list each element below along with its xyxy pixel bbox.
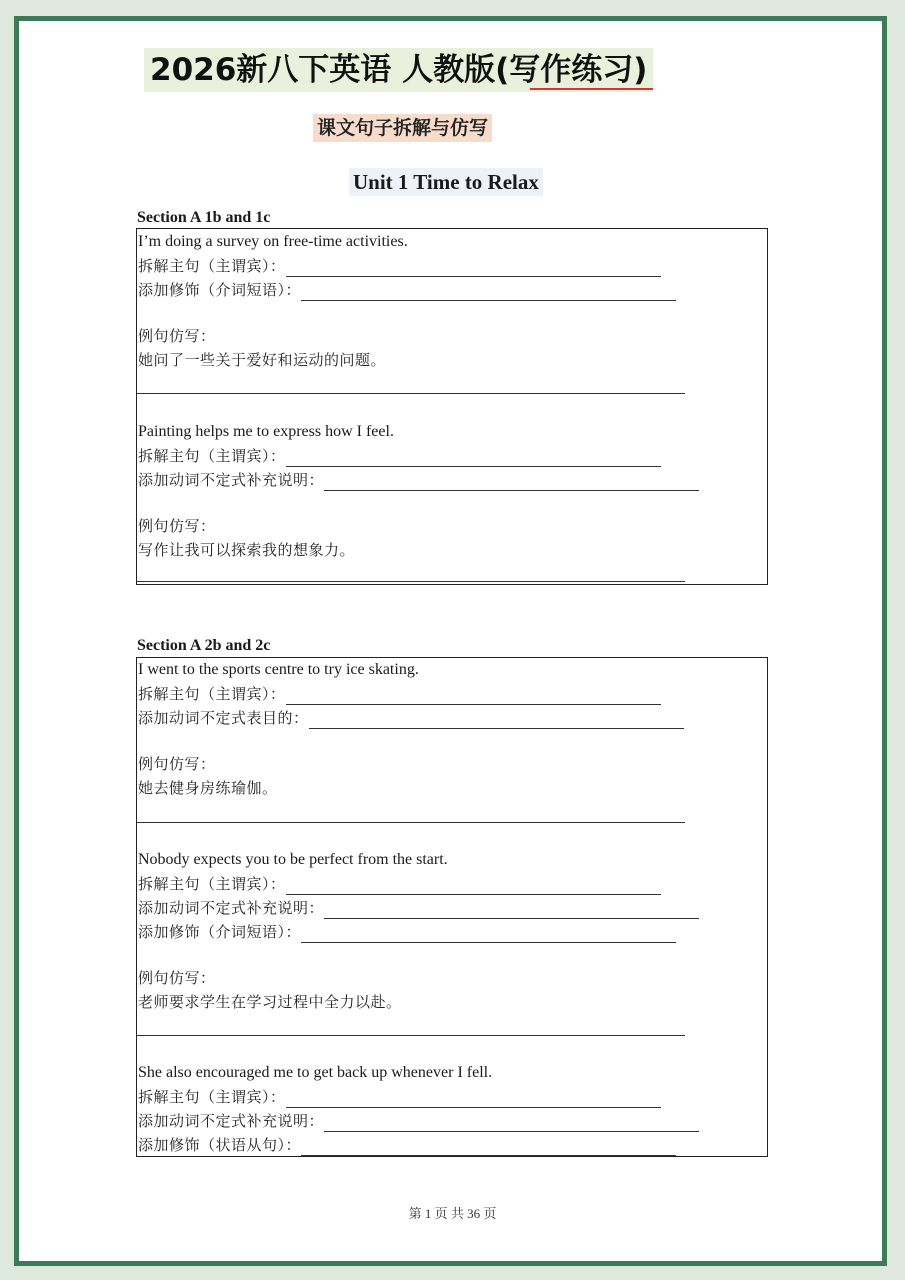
source-sentence: She also encouraged me to get back up whenever I fell. [138, 1064, 493, 1081]
source-sentence: I’m doing a survey on free-time activities. [138, 233, 408, 250]
answer-blank[interactable] [301, 926, 676, 943]
section-heading: Section A 2b and 2c [137, 637, 271, 654]
answer-blank[interactable] [324, 902, 699, 919]
prompt-label: 添加动词不定式补充说明： [138, 1112, 325, 1130]
answer-blank[interactable] [286, 260, 661, 277]
prompt-label: 添加动词不定式补充说明： [138, 471, 325, 489]
example-sentence-cn: 她问了一些关于爱好和运动的问题。 [138, 351, 387, 369]
source-sentence: Nobody expects you to be perfect from the start. [138, 851, 448, 868]
example-sentence-cn: 老师要求学生在学习过程中全力以赴。 [138, 993, 402, 1011]
subtitle-highlight [313, 114, 492, 142]
example-label: 例句仿写： [138, 327, 216, 345]
answer-blank[interactable] [286, 450, 661, 467]
exercise-box [136, 657, 768, 1157]
prompt-label: 添加修饰（介词短语）： [138, 281, 302, 299]
example-label: 例句仿写： [138, 969, 216, 987]
answer-blank[interactable] [286, 878, 661, 895]
answer-blank[interactable] [286, 688, 661, 705]
prompt-line [138, 897, 699, 919]
answer-line[interactable] [137, 581, 685, 582]
example-label: 例句仿写： [138, 517, 216, 535]
prompt-label: 添加动词不定式补充说明： [138, 899, 325, 917]
answer-line[interactable] [137, 1035, 685, 1036]
prompt-line [138, 707, 684, 729]
prompt-line [138, 279, 676, 301]
prompt-line [138, 445, 661, 467]
answer-line[interactable] [137, 822, 685, 823]
prompt-label: 添加修饰（状语从句）： [138, 1136, 302, 1154]
prompt-label: 拆解主句（主谓宾）： [138, 447, 286, 465]
prompt-line [138, 683, 661, 705]
prompt-label: 拆解主句（主谓宾）： [138, 685, 286, 703]
prompt-line [138, 469, 699, 491]
prompt-line [138, 1110, 699, 1132]
page-footer: 第 1 页 共 36 页 [408, 1206, 497, 1221]
answer-blank[interactable] [301, 1139, 676, 1156]
title-underline [530, 88, 653, 90]
section-heading: Section A 1b and 1c [137, 209, 271, 226]
prompt-label: 拆解主句（主谓宾）： [138, 257, 286, 275]
source-sentence: Painting helps me to express how I feel. [138, 423, 394, 440]
example-sentence-cn: 她去健身房练瑜伽。 [138, 779, 278, 797]
prompt-line [138, 1086, 661, 1108]
answer-blank[interactable] [324, 474, 699, 491]
answer-blank[interactable] [324, 1115, 699, 1132]
answer-blank[interactable] [286, 1091, 661, 1108]
unit-highlight [349, 168, 543, 196]
page-title: 2026新八下英语 人教版(写作练习) [150, 52, 648, 88]
exercise-box [136, 228, 768, 585]
unit-title: Unit 1 Time to Relax [353, 170, 539, 194]
prompt-line [138, 873, 661, 895]
prompt-line [138, 921, 676, 943]
page-subtitle: 课文句子拆解与仿写 [317, 117, 489, 139]
answer-line[interactable] [137, 393, 685, 394]
example-sentence-cn: 写作让我可以探索我的想象力。 [138, 541, 356, 559]
prompt-line [138, 255, 661, 277]
prompt-line [138, 1134, 676, 1156]
prompt-label: 拆解主句（主谓宾）： [138, 1088, 286, 1106]
answer-blank[interactable] [309, 712, 684, 729]
source-sentence: I went to the sports centre to try ice skating. [138, 661, 419, 678]
prompt-label: 添加动词不定式表目的： [138, 709, 309, 727]
title-highlight [144, 48, 653, 92]
example-label: 例句仿写： [138, 755, 216, 773]
prompt-label: 添加修饰（介词短语）： [138, 923, 302, 941]
answer-blank[interactable] [301, 284, 676, 301]
prompt-label: 拆解主句（主谓宾）： [138, 875, 286, 893]
